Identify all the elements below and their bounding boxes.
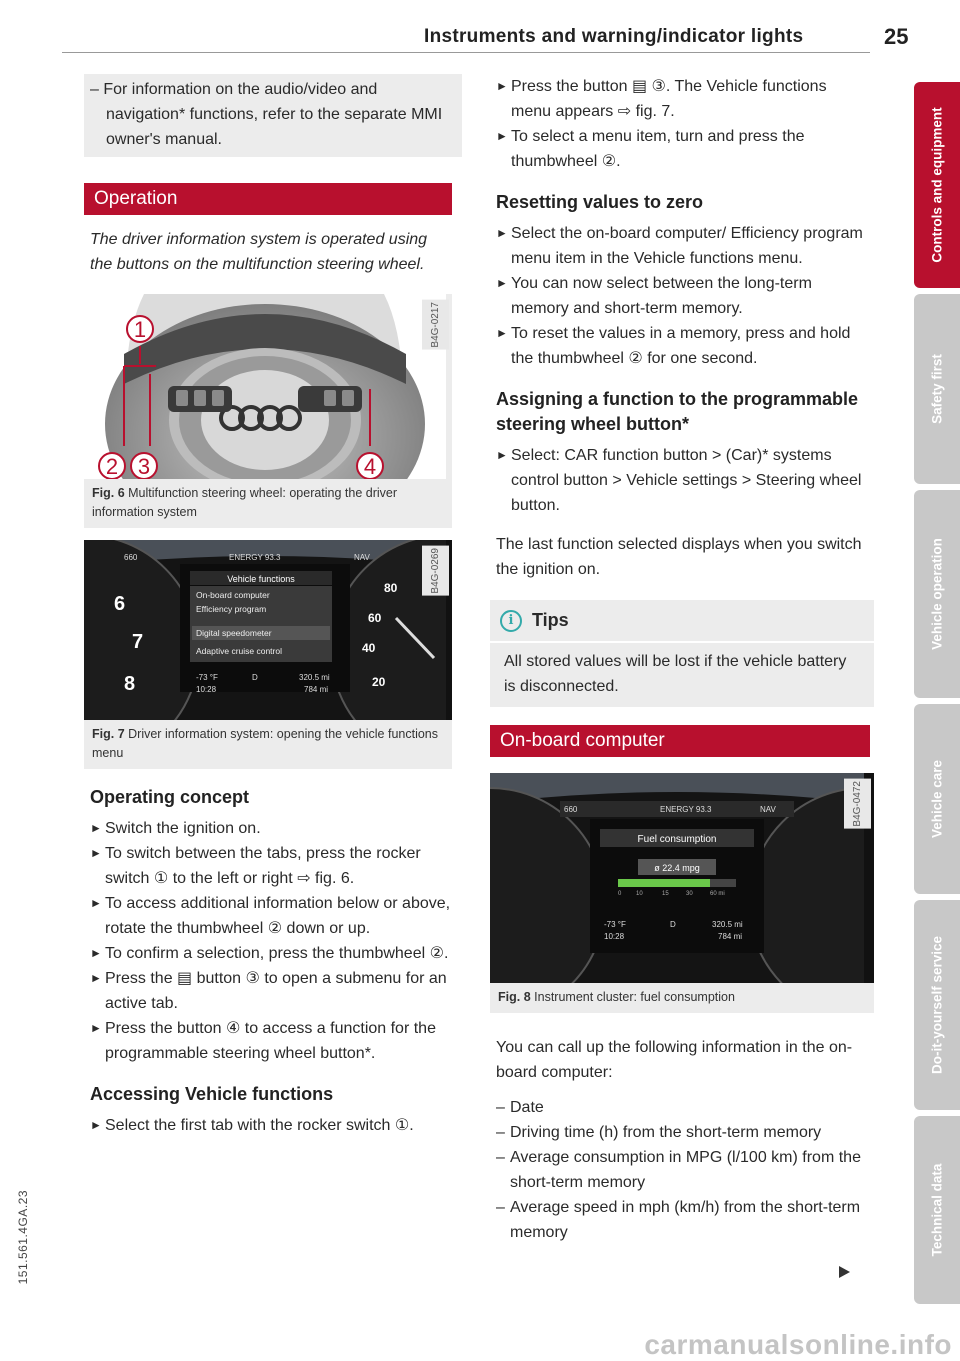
fig8-code: B4G-0472 bbox=[844, 779, 871, 829]
list-item: ► To select a menu item, turn and press the thumbwheel ②. bbox=[496, 128, 805, 170]
list-item: – Average speed in mph (km/h) from the short-term memory bbox=[496, 1199, 861, 1241]
tab-technical-data[interactable]: Technical data bbox=[914, 1116, 960, 1304]
fig8-radio: ENERGY 93.3 bbox=[660, 805, 712, 814]
list-item: ► Select: CAR function button > (Car)* systems control button > Vehicle settings > Steering wheel button. bbox=[496, 447, 862, 514]
fig8-trip: 320.5 mi bbox=[712, 920, 743, 929]
list-item: – Average consumption in MPG (l/100 km) from the short-term memory bbox=[496, 1149, 861, 1191]
fig8-scale-15: 15 bbox=[662, 891, 669, 897]
list-item: ► Press the ▤ button ③ to open a submenu for an active tab. bbox=[90, 970, 447, 1012]
resetting-values-heading: Resetting values to zero bbox=[496, 192, 704, 212]
fig8-label: Fig. 8 bbox=[498, 990, 531, 1004]
fig7-menu-item-3: Digital speedometer bbox=[196, 628, 272, 638]
cluster-vehicle-functions-image bbox=[84, 540, 452, 720]
fig7-gear: D bbox=[252, 673, 258, 682]
watermark: carmanualsonline.info bbox=[644, 1329, 952, 1360]
list-item: ► Press the button ④ to access a function for the programmable steering wheel button*. bbox=[90, 1020, 436, 1062]
fig8-odo: 660 bbox=[564, 805, 578, 814]
tab-vehicle-operation[interactable]: Vehicle operation bbox=[914, 490, 960, 698]
list-item: – Date bbox=[496, 1099, 544, 1116]
list-item: ► To confirm a selection, press the thumbwheel ②. bbox=[90, 945, 449, 962]
page-number: 25 bbox=[884, 24, 909, 49]
on-board-computer-heading: On-board computer bbox=[490, 725, 870, 757]
fig7-menu-item-1: On-board computer bbox=[196, 590, 270, 600]
fig6-label: Fig. 6 bbox=[92, 486, 125, 500]
fig7-menu-title: Vehicle functions bbox=[227, 574, 295, 584]
left-column bbox=[90, 74, 452, 1138]
fig8-caption-text: Instrument cluster: fuel consumption bbox=[534, 990, 735, 1004]
tips-title: Tips bbox=[532, 610, 569, 630]
fig7-total: 784 mi bbox=[304, 685, 329, 694]
figure-8 bbox=[490, 773, 874, 1013]
operating-concept-list bbox=[90, 816, 452, 1066]
list-item: ► Select the first tab with the rocker switch ①. bbox=[90, 1117, 414, 1134]
fig7-trip: 320.5 mi bbox=[299, 673, 330, 682]
list-item: ► Switch the ignition on. bbox=[90, 820, 261, 837]
tab-safety-first[interactable]: Safety first bbox=[914, 294, 960, 484]
tips-text: All stored values will be lost if the vehicle battery is disconnected. bbox=[504, 653, 847, 695]
list-item: – Driving time (h) from the short-term memory bbox=[496, 1124, 822, 1141]
fig7-time: 10:28 bbox=[196, 685, 217, 694]
fig8-caption bbox=[490, 983, 874, 1013]
header-divider bbox=[62, 52, 870, 53]
fig7-tick-60: 60 bbox=[368, 611, 382, 625]
fig8-scale-0: 0 bbox=[618, 891, 622, 897]
fig8-value: ø 22.4 mpg bbox=[654, 863, 700, 873]
cluster-fuel-image bbox=[490, 773, 874, 983]
fig7-code: B4G-0269 bbox=[422, 546, 449, 596]
fig8-nav: NAV bbox=[760, 805, 776, 814]
fig7-tick-7: 7 bbox=[132, 631, 144, 653]
fig8-scale-10: 10 bbox=[636, 891, 643, 897]
fig7-tick-80: 80 bbox=[384, 581, 398, 595]
assigning-function-heading: Assigning a function to the programmable steering wheel button* bbox=[496, 389, 859, 434]
callout-4-label: 4 bbox=[363, 454, 377, 479]
figure-6 bbox=[84, 294, 452, 528]
fig7-tick-6: 6 bbox=[114, 593, 126, 615]
fig6-caption-text: Multifunction steering wheel: operating the driver information system bbox=[92, 486, 398, 519]
tab-do-it-yourself-service[interactable]: Do-it-yourself service bbox=[914, 900, 960, 1110]
figure-7 bbox=[84, 540, 452, 769]
fig7-nav: NAV bbox=[354, 553, 370, 562]
fig7-tick-20: 20 bbox=[372, 675, 386, 689]
running-header-title: Instruments and warning/indicator lights bbox=[424, 26, 804, 47]
right-column bbox=[496, 74, 870, 1245]
tab-controls-and-equipment[interactable]: Controls and equipment bbox=[914, 82, 960, 288]
fig7-radio: ENERGY 93.3 bbox=[229, 553, 281, 562]
list-item: ► Press the button ▤ ③. The Vehicle functions menu appears ⇨ fig. 7. bbox=[496, 78, 827, 120]
list-item: ► To switch between the tabs, press the rocker switch ① to the left or right ⇨ fig. 6. bbox=[90, 845, 421, 887]
operation-heading: Operation bbox=[84, 183, 452, 215]
list-item: ► To reset the values in a memory, press and hold the thumbwheel ② for one second. bbox=[496, 325, 851, 367]
fig8-scale-60: 60 mi bbox=[710, 891, 725, 897]
fig7-menu-item-2: Efficiency program bbox=[196, 604, 267, 614]
accessing-vehicle-functions-heading: Accessing Vehicle functions bbox=[90, 1084, 334, 1104]
tips-box bbox=[490, 600, 874, 707]
list-item: ► Select the on-board computer/ Efficiency program menu item in the Vehicle functions menu. bbox=[496, 225, 863, 267]
fig8-title: Fuel consumption bbox=[637, 834, 717, 845]
callout-3-label: 3 bbox=[137, 454, 151, 479]
tips-header bbox=[490, 600, 874, 643]
fig7-caption-text: Driver information system: opening the vehicle functions menu bbox=[92, 727, 439, 760]
operating-concept-heading: Operating concept bbox=[90, 787, 250, 807]
fig8-total: 784 mi bbox=[718, 932, 743, 941]
fig7-tick-8: 8 bbox=[124, 673, 136, 695]
document-code: 151.561.4GA.23 bbox=[16, 1190, 30, 1285]
cluster-fuel-illustration bbox=[490, 773, 864, 983]
info-icon: i bbox=[500, 610, 522, 632]
fig8-time: 10:28 bbox=[604, 932, 625, 941]
mmi-note-box bbox=[84, 74, 462, 157]
fig7-menu-item-4: Adaptive cruise control bbox=[196, 646, 282, 656]
cluster-vehicle-functions-illustration bbox=[84, 540, 446, 720]
fig6-code: B4G-0217 bbox=[422, 300, 449, 350]
fig7-temp: -73 °F bbox=[196, 673, 218, 682]
list-item: ► You can now select between the long-term memory and short-term memory. bbox=[496, 275, 812, 317]
fig8-gear: D bbox=[670, 920, 676, 929]
fig8-temp: -73 °F bbox=[604, 920, 626, 929]
list-item: ► To access additional information below or above, rotate the thumbwheel ② down or up. bbox=[90, 895, 451, 937]
fig7-tick-40: 40 bbox=[362, 641, 376, 655]
assign-note: The last function selected displays when you switch the ignition on. bbox=[496, 536, 862, 578]
fig7-odo: 660 bbox=[124, 553, 138, 562]
fig6-caption bbox=[84, 479, 452, 528]
steering-wheel-illustration bbox=[84, 294, 446, 479]
fig8-scale-30: 30 bbox=[686, 891, 693, 897]
onboard-info-list bbox=[496, 1095, 870, 1245]
mmi-note-text: – For information on the audio/video and navigation* functions, refer to the separate MMI owner's manual. bbox=[90, 81, 443, 148]
callout-2-label: 2 bbox=[105, 454, 119, 479]
callout-1-label: 1 bbox=[133, 317, 147, 342]
fig7-label: Fig. 7 bbox=[92, 727, 125, 741]
steering-wheel-image bbox=[84, 294, 452, 479]
fig7-caption bbox=[84, 720, 452, 769]
continue-arrow-icon bbox=[839, 1266, 850, 1278]
tab-vehicle-care[interactable]: Vehicle care bbox=[914, 704, 960, 894]
onboard-lead: You can call up the following information in the on-board computer: bbox=[496, 1039, 853, 1081]
operation-intro: The driver information system is operated using the buttons on the multifunction steering wheel. bbox=[90, 231, 428, 273]
